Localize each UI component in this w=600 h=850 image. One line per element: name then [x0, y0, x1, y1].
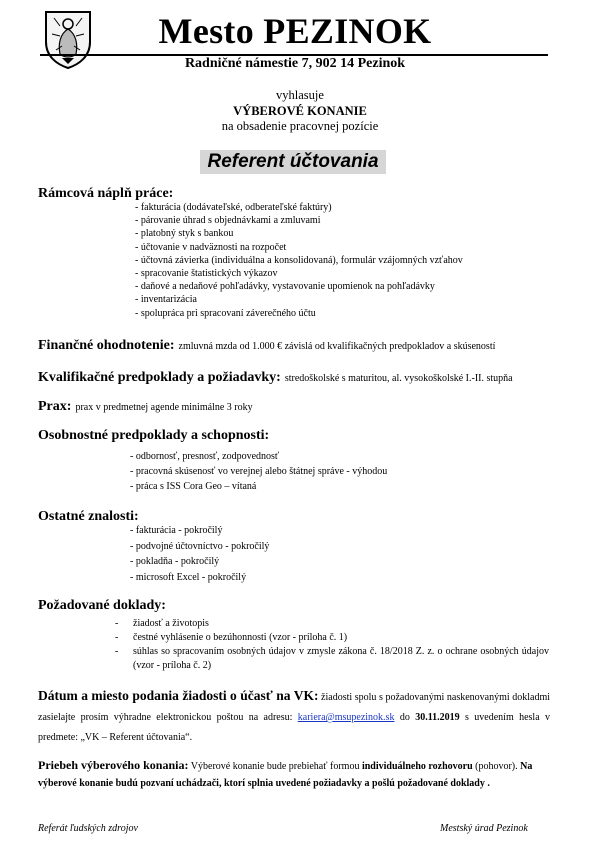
coat-of-arms-icon — [42, 8, 94, 70]
list-item: - fakturácia (dodávateľské, odberateľské faktúry) — [135, 202, 332, 213]
ramcova-heading: Rámcová náplň práce: — [38, 186, 174, 201]
list-item: - spracovanie štatistických výkazov — [135, 268, 278, 280]
list-dash: - — [115, 646, 119, 657]
position-title: Referent účtovania — [200, 150, 386, 174]
priebeh-text-1: Výberové konanie bude prebiehať formou — [190, 761, 360, 772]
list-item: - účtovná závierka (individuálna a konsolidovaná), formulár vzájomných vzťahov — [135, 254, 463, 266]
list-item: - pracovná skúsenosť vo verejnej alebo štátnej správe - výhodou — [130, 466, 388, 477]
footer-department: Referát ľudských zdrojov — [38, 823, 138, 834]
datum-paragraph — [38, 686, 550, 748]
priebeh-bold-2: Na výberové konanie budú pozvaní uchádzači, ktorí splnia uvedené požiadavky a pošlú požadované doklady . — [38, 761, 533, 789]
prax-row — [38, 397, 253, 415]
datum-text-2: do — [399, 712, 410, 723]
list-item: - fakturácia - pokročilý — [130, 525, 223, 536]
financne-row — [38, 336, 495, 354]
list-item — [115, 617, 549, 631]
ostatne-list — [130, 523, 269, 585]
prax-text: prax v predmetnej agende minimálne 3 roky — [75, 402, 253, 413]
list-item-text: čestné vyhlásenie o bezúhonnosti (vzor - príloha č. 1) — [133, 632, 348, 643]
ostatne-heading: Ostatné znalosti: — [38, 509, 139, 524]
datum-deadline: 30.11.2019 — [415, 712, 460, 723]
list-item — [115, 645, 549, 673]
ramcova-list — [135, 201, 463, 320]
priebeh-text-2: (pohovor). — [475, 761, 518, 772]
list-item: - inventarizácia — [135, 294, 197, 306]
priebeh-heading: Priebeh výberového konania: — [38, 758, 189, 772]
list-item-text: žiadosť a životopis — [133, 618, 209, 629]
doklady-list — [115, 617, 549, 673]
list-item: - podvojné účtovníctvo - pokročilý — [130, 540, 270, 552]
datum-heading: Dátum a miesto podania žiadosti o účasť na VK: — [38, 688, 319, 703]
list-item: - práca s ISS Cora Geo – vítaná — [130, 481, 257, 492]
datum-text-1: žiadosti spolu s požadovanými naskenovanými dokladmi zasielajte prosím výhradne elektronickou poštou na adresu: — [38, 692, 551, 723]
list-item: - daňové a nedaňové pohľadávky, vystavovanie upomienok na pohľadávky — [135, 281, 435, 293]
priebeh-paragraph — [38, 757, 550, 792]
footer-office: Mestský úrad Pezinok — [440, 823, 528, 834]
kvalifikacne-row — [38, 368, 513, 386]
intro-line-purpose: na obsadenie pracovnej pozície — [221, 119, 379, 133]
list-item: - účtovanie v nadväznosti na rozpočet — [135, 241, 287, 253]
doklady-heading: Požadované doklady: — [38, 598, 166, 613]
prax-heading: Prax: — [38, 399, 72, 414]
datum-text-3: s uvedením hesla v predmete: „VK – Referent účtovania“. — [38, 712, 551, 743]
list-item: - pokladňa - pokročilý — [130, 556, 220, 567]
priebeh-bold-1: individuálneho rozhovoru — [361, 761, 473, 772]
osobnostne-heading: Osobnostné predpoklady a schopnosti: — [38, 428, 270, 443]
intro-block — [0, 88, 600, 135]
financne-heading: Finančné ohodnotenie: — [38, 338, 175, 353]
list-item: - spolupráca pri spracovaní záverečného účtu — [135, 307, 316, 319]
list-item: - microsoft Excel - pokročilý — [130, 571, 247, 583]
list-item: - odbornosť, presnosť, zodpovednosť — [130, 451, 280, 462]
intro-line-announces: vyhlasuje — [276, 88, 324, 102]
kvalifikacne-text: stredoškolské s maturitou, al. vysokoškolské I.-II. stupňa — [284, 373, 513, 384]
list-item: - párovanie úhrad s objednávkami a zmluvami — [135, 215, 321, 227]
list-dash: - — [115, 632, 119, 643]
list-item — [115, 631, 549, 645]
city-title: Mesto PEZINOK — [158, 11, 432, 51]
city-address: Radničné námestie 7, 902 14 Pezinok — [184, 56, 406, 71]
email-link[interactable]: kariera@msupezinok.sk — [297, 712, 395, 723]
list-item: - platobný styk s bankou — [135, 228, 234, 240]
list-dash: - — [115, 618, 119, 629]
intro-line-selection: VÝBEROVÉ KONANIE — [233, 103, 367, 118]
list-item-text: súhlas so spracovaním osobných údajov v zmysle zákona č. 18/2018 Z. z. o ochrane osobných údajov (vzor - príloha č. 2) — [133, 646, 549, 671]
kvalifikacne-heading: Kvalifikačné predpoklady a požiadavky: — [38, 370, 281, 385]
financne-text: zmluvná mzda od 1.000 € závislá od kvalifikačných predpokladov a skúseností — [178, 341, 496, 352]
osobnostne-list — [130, 449, 387, 494]
